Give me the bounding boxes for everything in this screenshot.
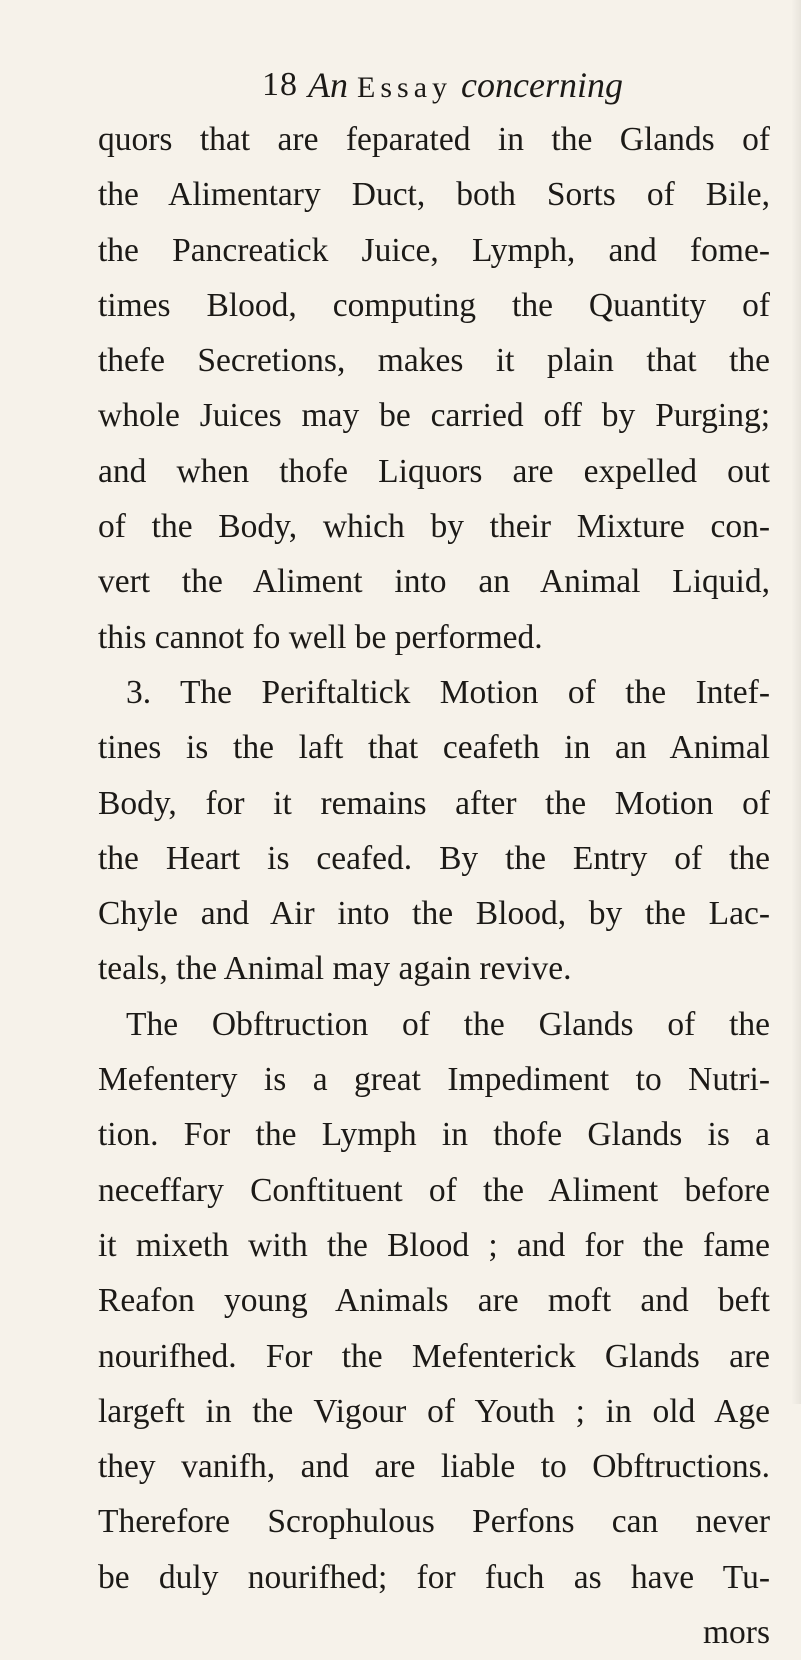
text-line: 3. The Periftaltick Motion of the Intef- (126, 673, 770, 711)
running-head-essay: Essay (357, 71, 453, 104)
text-line: Reafon young Animals are moft and beft (98, 1282, 770, 1320)
text-line: they vanifh, and are liable to Obftructions. (98, 1448, 770, 1486)
text-line: neceffary Conftituent of the Aliment before (98, 1171, 770, 1209)
text-line: the Alimentary Duct, both Sorts of Bile, (98, 176, 770, 214)
text-line: tines is the laft that ceafeth in an Animal (98, 729, 770, 767)
running-head-concerning: concerning (461, 65, 623, 105)
text-line: be duly nourifhed; for fuch as have Tu- (98, 1558, 770, 1596)
text-line: of the Body, which by their Mixture con- (98, 508, 770, 546)
running-head (0, 64, 801, 106)
text-line: the Pancreatick Juice, Lymph, and fome- (98, 231, 770, 269)
text-line: Therefore Scrophulous Perfons can never (98, 1503, 770, 1541)
text-line: the Heart is ceafed. By the Entry of the (98, 839, 770, 877)
text-line: and when thofe Liquors are expelled out (98, 452, 770, 490)
text-line: teals, the Animal may again revive. (98, 950, 572, 988)
text-line: Body, for it remains after the Motion of (98, 784, 770, 822)
running-head-an: An (308, 65, 349, 105)
text-line: Chyle and Air into the Blood, by the Lac- (98, 895, 770, 933)
catchword: mors (703, 1614, 770, 1652)
body-text (98, 112, 770, 1660)
text-line: this cannot fo well be performed. (98, 618, 543, 656)
text-line: it mixeth with the Blood ; and for the fame (98, 1226, 770, 1264)
text-line: Mefentery is a great Impediment to Nutri- (98, 1061, 770, 1099)
text-line: quors that are feparated in the Glands of (98, 121, 770, 158)
text-line: tion. For the Lymph in thofe Glands is a (98, 1116, 770, 1154)
text-line: times Blood, computing the Quantity of (98, 286, 770, 324)
text-line: vert the Aliment into an Animal Liquid, (98, 563, 770, 601)
text-line: whole Juices may be carried off by Purging; (98, 397, 770, 435)
page-edge-shadow (791, 0, 801, 1404)
text-line: nourifhed. For the Mefenterick Glands are (98, 1337, 770, 1375)
page-number: 18 (262, 66, 298, 103)
text-line: thefe Secretions, makes it plain that the (98, 342, 770, 380)
text-line: largeft in the Vigour of Youth ; in old Age (98, 1392, 770, 1430)
text-line: The Obftruction of the Glands of the (126, 1005, 770, 1043)
